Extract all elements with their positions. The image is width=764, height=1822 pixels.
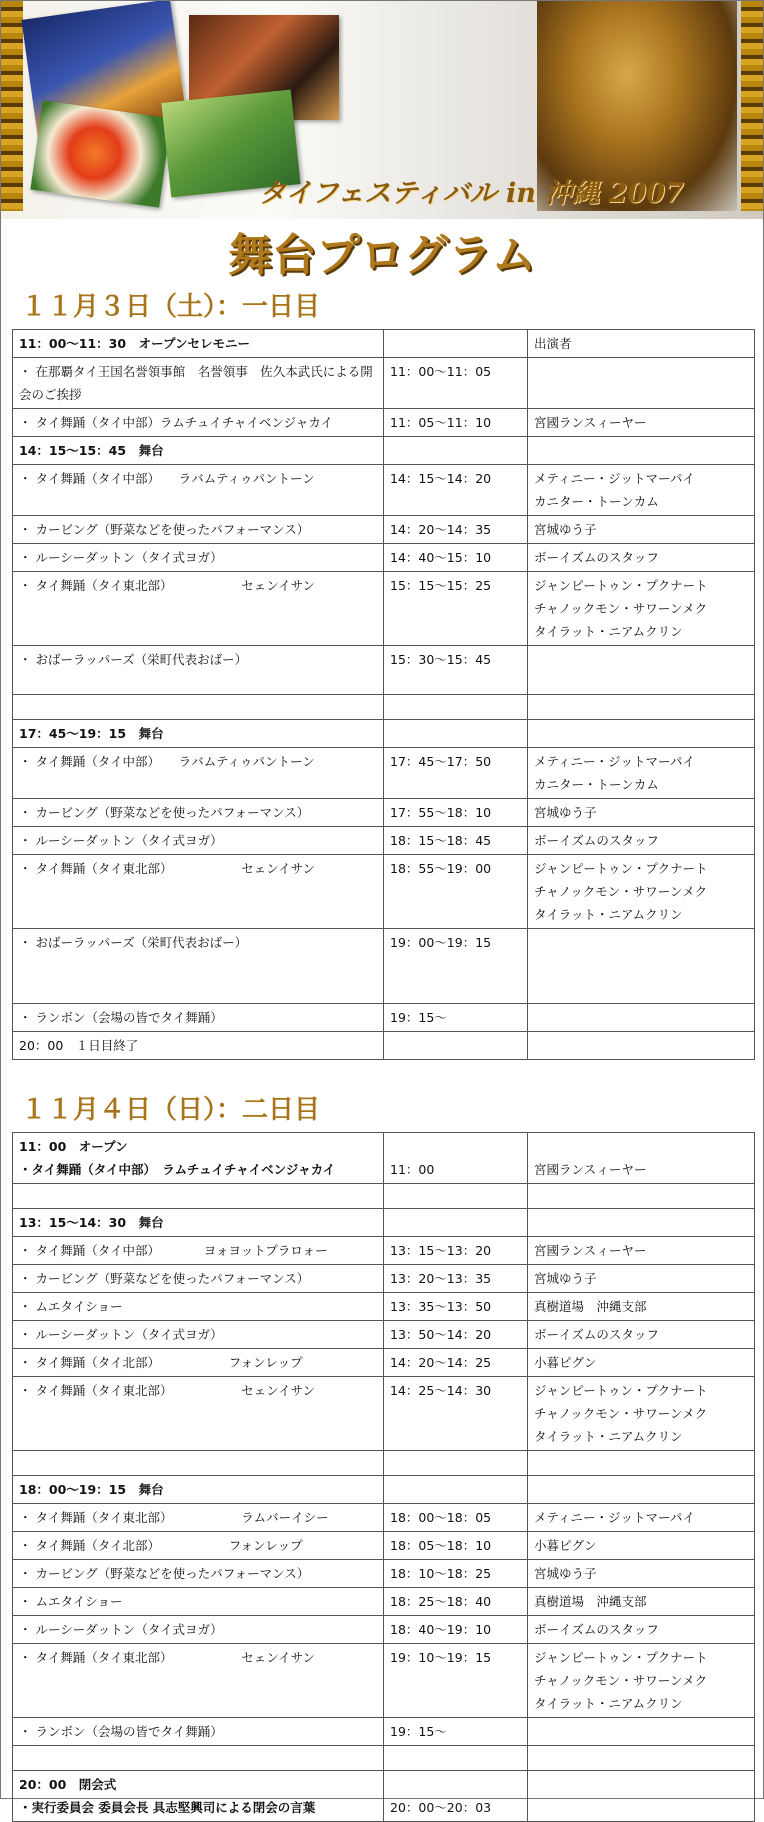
program-cell: ・ タイ舞踊（タイ北部） フォンレップ: [13, 1532, 384, 1560]
time-cell: 13：20〜13：35: [384, 1265, 528, 1293]
performer-cell: メティニー・ジットマーパイ: [528, 1504, 755, 1532]
performer-cell: ジャンピートゥン・プクナート チャノックモン・サワーンメク タイラット・ニアムクリン: [528, 1644, 755, 1718]
performer-cell: 宮城ゆう子: [528, 516, 755, 544]
schedule-section-row: [13, 720, 755, 748]
performer-cell: 宮國ランスィーヤー: [528, 1133, 755, 1184]
program-cell: ・ ムエタイショー: [13, 1588, 384, 1616]
schedule-row: [13, 465, 755, 516]
program-cell: ・ ルーシーダットン（タイ式ヨガ）: [13, 1616, 384, 1644]
schedule-row: [13, 929, 755, 1004]
day2-heading: １１月４日（日）：二日目: [21, 1095, 321, 1125]
festival-title: タイフェスティバル in 沖縄 2007: [259, 178, 684, 209]
time-cell: [384, 1476, 528, 1504]
program-cell: ・ ルーシーダットン（タイ式ヨガ）: [13, 827, 384, 855]
schedule-blank-row: [13, 1746, 755, 1771]
schedule-row: [13, 1560, 755, 1588]
performer-cell: [528, 1004, 755, 1032]
program-cell: ・ おばーラッパーズ（栄町代表おばー）: [13, 929, 384, 1004]
time-cell: 19：15〜: [384, 1004, 528, 1032]
schedule-row: [13, 1644, 755, 1718]
performer-cell: ジャンピートゥン・プクナート チャノックモン・サワーンメク タイラット・ニアムクリン: [528, 855, 755, 929]
program-title: 舞台プログラム: [228, 230, 536, 281]
schedule-row: [13, 1265, 755, 1293]
program-cell: ・ ムエタイショー: [13, 1293, 384, 1321]
program-cell: ・ タイ舞踊（タイ中部） ヨォヨットプラロォー: [13, 1237, 384, 1265]
time-cell: 13：15〜13：20: [384, 1237, 528, 1265]
performer-cell: [528, 1184, 755, 1209]
schedule-row: [13, 544, 755, 572]
schedule-row: [13, 1293, 755, 1321]
performer-cell: ボーイズムのスタッフ: [528, 544, 755, 572]
performer-cell: ボーイズムのスタッフ: [528, 1616, 755, 1644]
schedule-row: [13, 1377, 755, 1451]
schedule-blank-row: [13, 695, 755, 720]
time-cell: 18：25〜18：40: [384, 1588, 528, 1616]
time-cell: [384, 1032, 528, 1060]
schedule-row: [13, 358, 755, 409]
schedule-row: [13, 1032, 755, 1060]
performer-cell: ジャンピートゥン・プクナート チャノックモン・サワーンメク タイラット・ニアムクリン: [528, 1377, 755, 1451]
performer-cell: 宮國ランスィーヤー: [528, 1237, 755, 1265]
time-cell: 11：05〜11：10: [384, 409, 528, 437]
performer-cell: ボーイズムのスタッフ: [528, 1321, 755, 1349]
time-cell: 17：55〜18：10: [384, 799, 528, 827]
time-cell: 14：15〜14：20: [384, 465, 528, 516]
performer-cell: [528, 1771, 755, 1822]
program-cell: 18：00〜19：15 舞台: [13, 1476, 384, 1504]
program-cell: ・ 在那覇タイ王国名誉領事館 名誉領事 佐久本武氏による開会のご挨拶: [13, 358, 384, 409]
time-cell: 18：05〜18：10: [384, 1532, 528, 1560]
program-cell: 11：00 オープン ・タイ舞踊（タイ中部） ラムチュイチャイベンジャカイ: [13, 1133, 384, 1184]
header-banner: [1, 1, 763, 219]
program-cell: ・ ランボン（会場の皆でタイ舞踊）: [13, 1718, 384, 1746]
schedule-row: [13, 855, 755, 929]
program-cell: 20：00 １日目終了: [13, 1032, 384, 1060]
schedule-section-row: [13, 1771, 755, 1822]
program-cell: [13, 695, 384, 720]
time-cell: 14：20〜14：35: [384, 516, 528, 544]
performer-cell: [528, 720, 755, 748]
program-cell: 17：45〜19：15 舞台: [13, 720, 384, 748]
program-cell: ・ おばーラッパーズ（栄町代表おばー）: [13, 646, 384, 695]
program-cell: ・ タイ舞踊（タイ東北部） セェンイサン: [13, 1377, 384, 1451]
schedule-section-row: [13, 1133, 755, 1184]
performer-cell: [528, 1209, 755, 1237]
performer-cell: [528, 358, 755, 409]
performer-cell: 真樹道場 沖縄支部: [528, 1293, 755, 1321]
program-cell: ・ タイ舞踊（タイ中部） ラバムティゥパントーン: [13, 748, 384, 799]
schedule-row: [13, 1004, 755, 1032]
time-cell: [384, 720, 528, 748]
gold-ornament-band-left: [1, 1, 23, 211]
program-cell: ・ ルーシーダットン（タイ式ヨガ）: [13, 1321, 384, 1349]
day1-schedule-table: [12, 329, 755, 1060]
photo-thai-food: [30, 100, 171, 207]
performer-cell: [528, 695, 755, 720]
schedule-row: [13, 1349, 755, 1377]
performer-cell: 宮城ゆう子: [528, 1560, 755, 1588]
time-cell: [384, 1746, 528, 1771]
performer-cell: [528, 437, 755, 465]
schedule-blank-row: [13, 1451, 755, 1476]
performer-cell: [528, 1451, 755, 1476]
time-cell: 13：50〜14：20: [384, 1321, 528, 1349]
performer-cell: [528, 929, 755, 1004]
time-cell: 18：10〜18：25: [384, 1560, 528, 1588]
performer-cell: 小暮ピグン: [528, 1349, 755, 1377]
program-cell: ・ タイ舞踊（タイ中部） ラバムティゥパントーン: [13, 465, 384, 516]
schedule-row: [13, 1616, 755, 1644]
time-cell: 15：30〜15：45: [384, 646, 528, 695]
schedule-row: [13, 516, 755, 544]
schedule-row: [13, 646, 755, 695]
program-cell: ・ ルーシーダットン（タイ式ヨガ）: [13, 544, 384, 572]
performer-cell: [528, 1032, 755, 1060]
schedule-row: [13, 1588, 755, 1616]
time-cell: [384, 330, 528, 358]
program-cell: ・ タイ舞踊（タイ東北部） セェンイサン: [13, 1644, 384, 1718]
time-cell: 19：15〜: [384, 1718, 528, 1746]
performer-cell: メティニー・ジットマーパイ カニター・トーンカム: [528, 465, 755, 516]
time-cell: [384, 1451, 528, 1476]
performer-cell: 出演者: [528, 330, 755, 358]
program-cell: 14：15〜15：45 舞台: [13, 437, 384, 465]
schedule-row: [13, 1504, 755, 1532]
performer-cell: [528, 1746, 755, 1771]
time-cell: 18：00〜18：05: [384, 1504, 528, 1532]
time-cell: 11：00: [384, 1133, 528, 1184]
program-cell: ・ カービング（野菜などを使ったパフォーマンス）: [13, 1560, 384, 1588]
performer-cell: 小暮ピグン: [528, 1532, 755, 1560]
time-cell: 20：00〜20：03: [384, 1771, 528, 1822]
schedule-row: [13, 1532, 755, 1560]
performer-cell: [528, 646, 755, 695]
program-cell: ・ カービング（野菜などを使ったパフォーマンス）: [13, 516, 384, 544]
performer-cell: 宮城ゆう子: [528, 799, 755, 827]
schedule-row: [13, 409, 755, 437]
time-cell: [384, 437, 528, 465]
time-cell: 13：35〜13：50: [384, 1293, 528, 1321]
time-cell: 17：45〜17：50: [384, 748, 528, 799]
schedule-section-row: [13, 1209, 755, 1237]
program-cell: 13：15〜14：30 舞台: [13, 1209, 384, 1237]
time-cell: 11：00〜11：05: [384, 358, 528, 409]
program-cell: ・ タイ舞踊（タイ東北部） セェンイサン: [13, 855, 384, 929]
performer-cell: ボーイズムのスタッフ: [528, 827, 755, 855]
performer-cell: メティニー・ジットマーパイ カニター・トーンカム: [528, 748, 755, 799]
time-cell: 14：40〜15：10: [384, 544, 528, 572]
time-cell: 18：40〜19：10: [384, 1616, 528, 1644]
program-cell: ・ ランボン（会場の皆でタイ舞踊）: [13, 1004, 384, 1032]
program-cell: ・ カービング（野菜などを使ったパフォーマンス）: [13, 799, 384, 827]
day1-heading: １１月３日（土）：一日目: [21, 292, 321, 322]
program-cell: ・ タイ舞踊（タイ東北部） ラムバーイシー: [13, 1504, 384, 1532]
schedule-section-row: [13, 330, 755, 358]
time-cell: [384, 1209, 528, 1237]
program-cell: [13, 1746, 384, 1771]
schedule-blank-row: [13, 1184, 755, 1209]
schedule-row: [13, 1321, 755, 1349]
time-cell: 19：10〜19：15: [384, 1644, 528, 1718]
time-cell: 15：15〜15：25: [384, 572, 528, 646]
performer-cell: 宮城ゆう子: [528, 1265, 755, 1293]
program-cell: 11：00〜11：30 オープンセレモニー: [13, 330, 384, 358]
program-cell: ・ タイ舞踊（タイ北部） フォンレップ: [13, 1349, 384, 1377]
schedule-row: [13, 748, 755, 799]
performer-cell: 真樹道場 沖縄支部: [528, 1588, 755, 1616]
schedule-row: [13, 827, 755, 855]
time-cell: 18：55〜19：00: [384, 855, 528, 929]
time-cell: 14：25〜14：30: [384, 1377, 528, 1451]
schedule-row: [13, 572, 755, 646]
day2-schedule-table: [12, 1132, 755, 1822]
schedule-row: [13, 1237, 755, 1265]
schedule-section-row: [13, 437, 755, 465]
schedule-row: [13, 1718, 755, 1746]
program-cell: [13, 1451, 384, 1476]
schedule-section-row: [13, 1476, 755, 1504]
performer-cell: 宮國ランスィーヤー: [528, 409, 755, 437]
performer-cell: ジャンピートゥン・プクナート チャノックモン・サワーンメク タイラット・ニアムクリン: [528, 572, 755, 646]
performer-cell: [528, 1718, 755, 1746]
program-cell: [13, 1184, 384, 1209]
time-cell: 18：15〜18：45: [384, 827, 528, 855]
program-cell: 20：00 閉会式 ・実行委員会 委員会長 具志堅興司による閉会の言葉: [13, 1771, 384, 1822]
time-cell: 19：00〜19：15: [384, 929, 528, 1004]
time-cell: [384, 1184, 528, 1209]
time-cell: [384, 695, 528, 720]
gold-ornament-band-right: [741, 1, 763, 211]
program-cell: ・ カービング（野菜などを使ったパフォーマンス）: [13, 1265, 384, 1293]
program-cell: ・ タイ舞踊（タイ東北部） セェンイサン: [13, 572, 384, 646]
program-cell: ・ タイ舞踊（タイ中部）ラムチュイチャイベンジャカイ: [13, 409, 384, 437]
time-cell: 14：20〜14：25: [384, 1349, 528, 1377]
schedule-row: [13, 799, 755, 827]
performer-cell: [528, 1476, 755, 1504]
